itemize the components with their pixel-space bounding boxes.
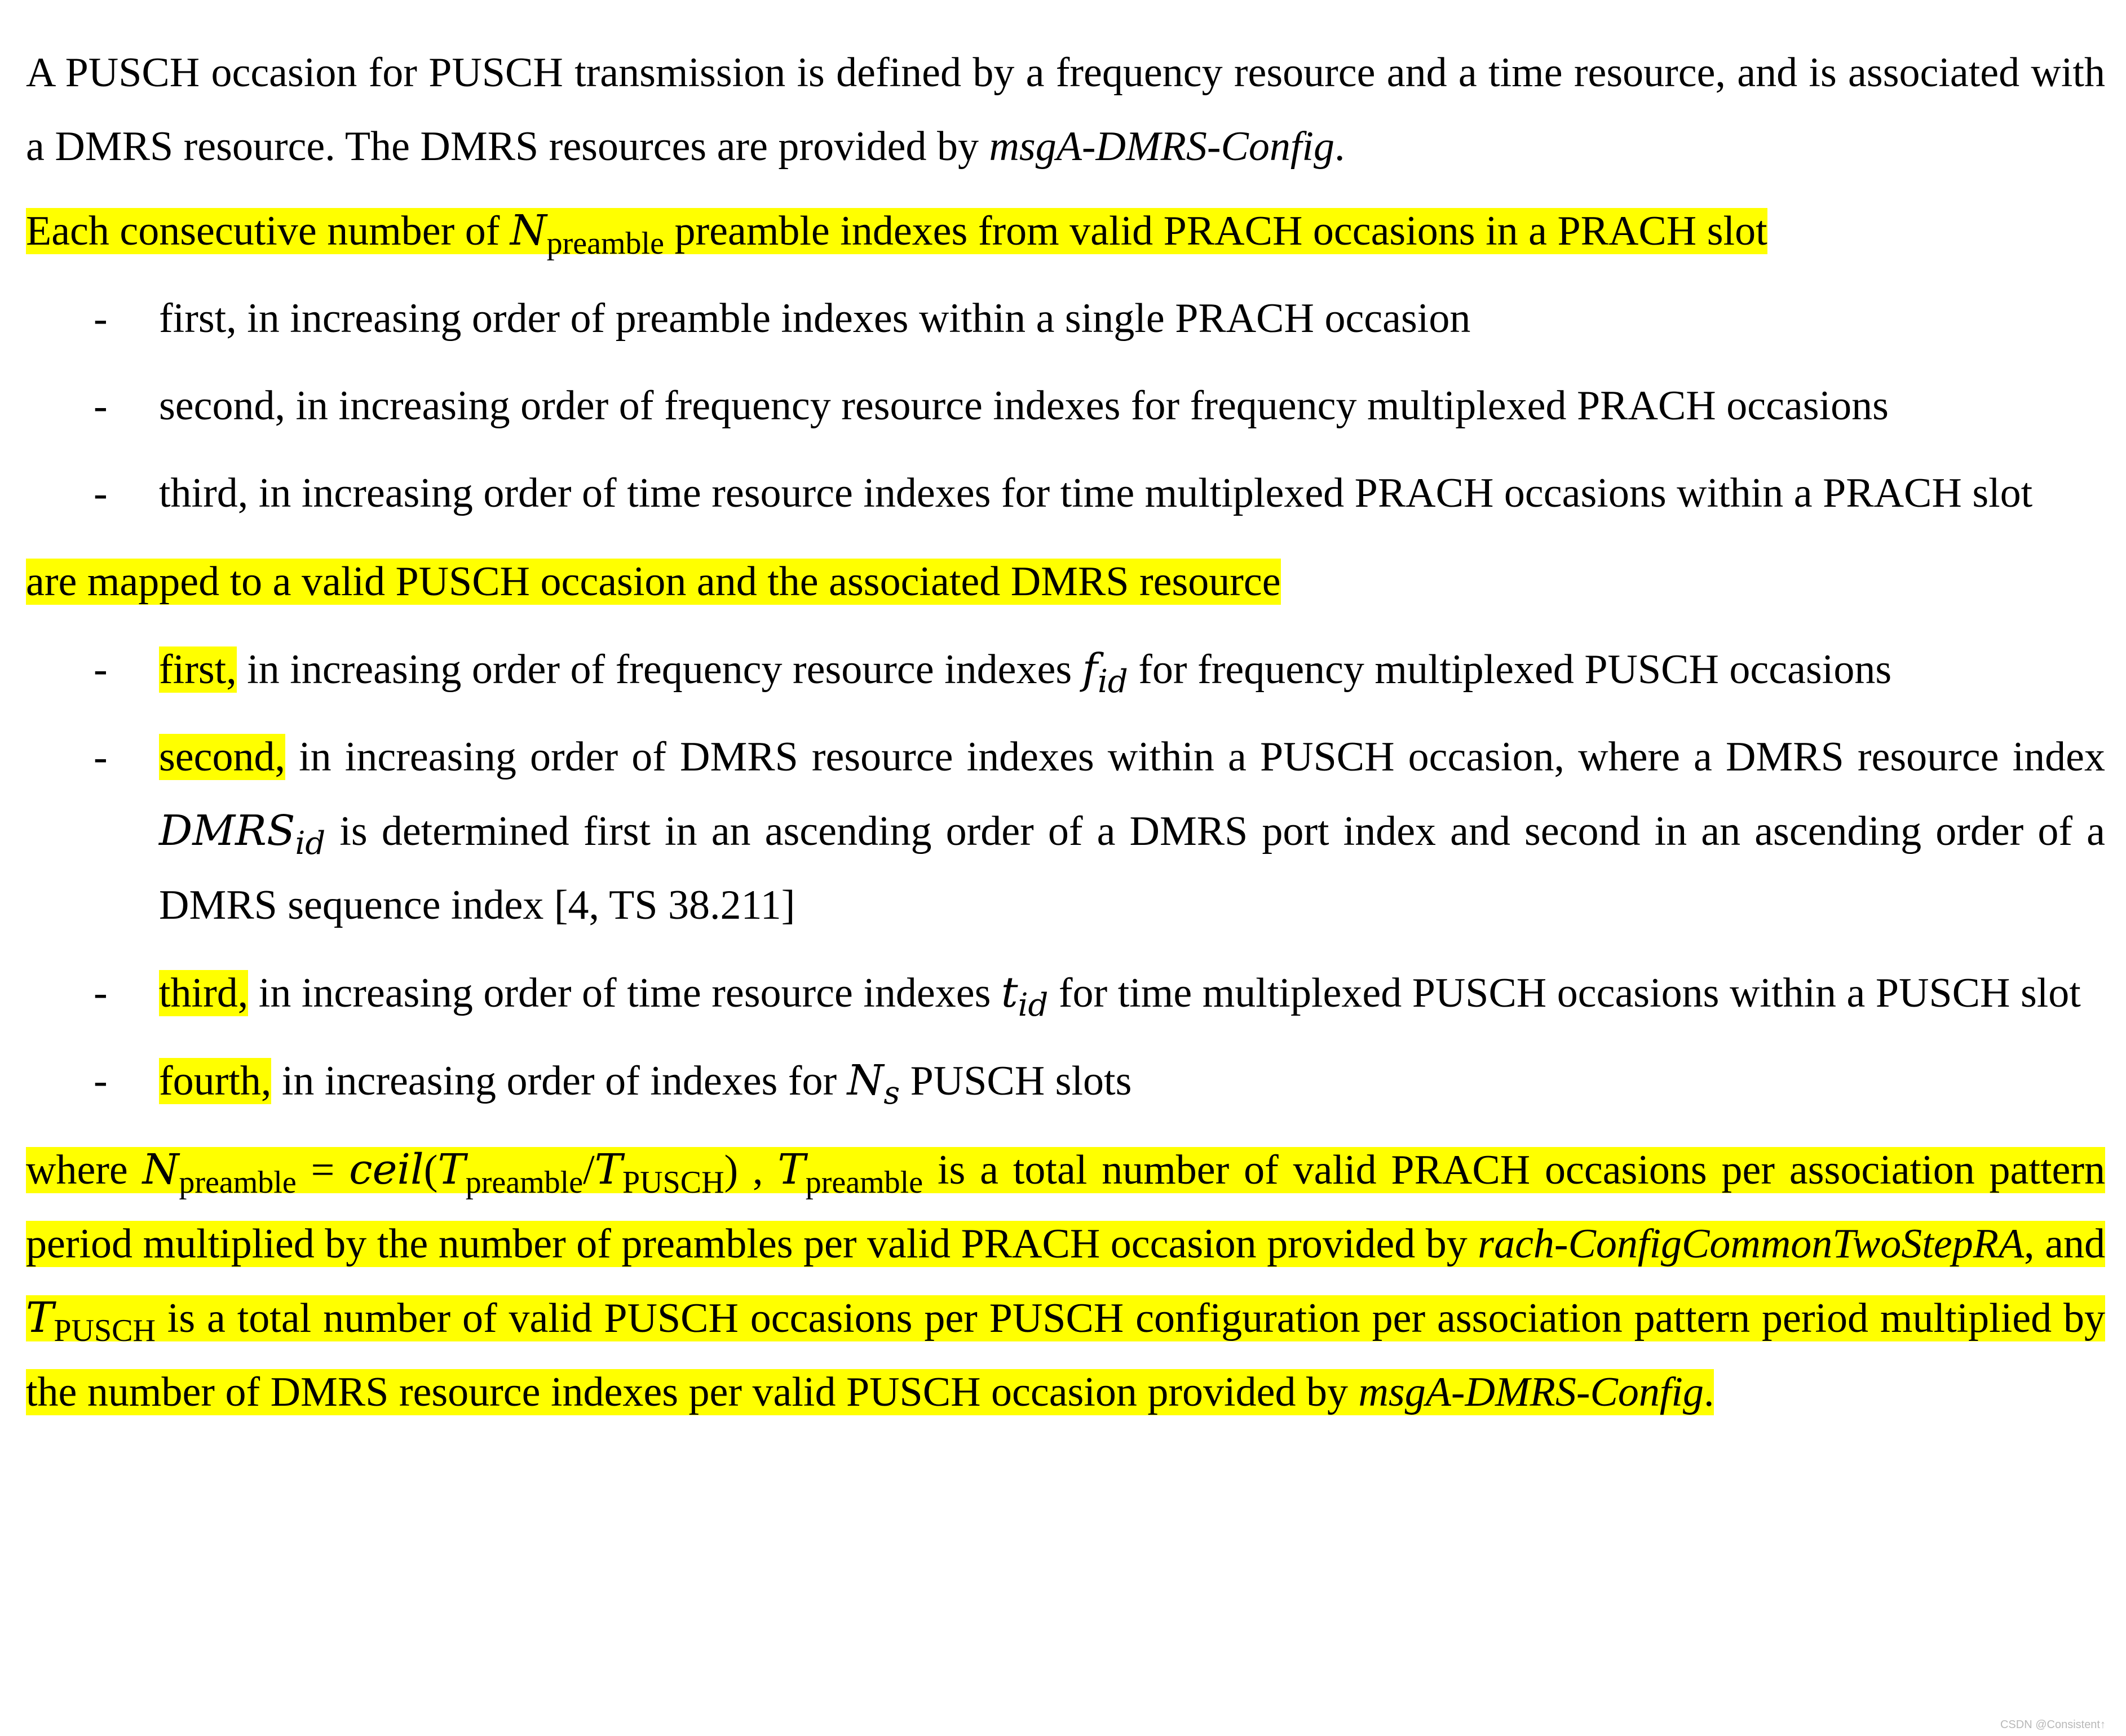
n-preamble-symbol: $N_{preamble}$ [510, 206, 664, 261]
param-msga-dmrs-config-2: msgA-DMRS-Config [1358, 1369, 1704, 1415]
third-text-post: for time multiplexed PUSCH occasions within a PUSCH slot [1048, 970, 2081, 1016]
keyword-third: third, [159, 970, 249, 1016]
mapped-statement [26, 545, 2105, 619]
first-text-pre: in increasing order of frequency resource indexes [236, 646, 1082, 693]
dash-bullet: - [94, 646, 108, 692]
where-text-1: is a total number of valid PRACH occasions per association pattern period multiplied by the number of preambles per valid PRACH occasion provided by [26, 1147, 2105, 1267]
param-msga-dmrs-config: msgA-DMRS-Config [989, 123, 1334, 170]
group-post: preamble indexes from valid PRACH occasions in a PRACH slot [664, 208, 1767, 254]
n-s-symbol: $N_s$ [847, 1056, 900, 1111]
keyword-second: second, [159, 734, 285, 780]
watermark: CSDN @Consistent↑ [2000, 1719, 2106, 1731]
intro-line-2: associated with a DMRS resource. The DMRS resources are provided by [26, 50, 2105, 170]
list-item-third [26, 956, 2105, 1030]
third-text-pre: in increasing order of time resource indexes [248, 970, 1001, 1016]
t-pusch-symbol: $T_{PUSCH}$ [26, 1294, 156, 1348]
fourth-text-post: PUSCH slots [900, 1058, 1132, 1104]
second-text-pre: in increasing order of DMRS resource indexes within a PUSCH occasion, where a DMRS resource index [285, 734, 2105, 780]
dash-bullet: - [94, 969, 108, 1016]
pusch-ordering-list [26, 632, 2105, 1118]
where-text-2: , and [2024, 1221, 2105, 1267]
list-item-first [26, 632, 2105, 707]
list-item [26, 282, 2105, 356]
t-preamble-symbol: $T_{preamble}$ [777, 1145, 923, 1200]
keyword-first: first, [159, 646, 237, 693]
dmrs-id-symbol: $DMRS_{id}$ [159, 807, 326, 862]
group-definition [26, 194, 2105, 268]
first-text-post: for frequency multiplexed PUSCH occasions [1128, 646, 1892, 693]
group-pre: Each consecutive number of [26, 208, 510, 254]
list-item [26, 369, 2105, 443]
document-body [26, 36, 2105, 1429]
dash-bullet: - [94, 383, 108, 429]
dash-bullet: - [94, 470, 108, 516]
fourth-text-pre: in increasing order of indexes for [271, 1058, 847, 1104]
list-item [26, 457, 2105, 530]
group-highlight [26, 206, 1767, 261]
prach-ordering-list [26, 282, 2105, 530]
list-item-text: third, in increasing order of time resource indexes for time multiplexed PRACH occasions within a PRACH slot [159, 470, 2033, 516]
dash-bullet: - [94, 1057, 108, 1104]
dash-bullet: - [94, 734, 108, 780]
n-preamble-formula: $N_{preamble}$ = $ceil(T_{preamble}/T_{PUSCH})$ [142, 1145, 739, 1200]
mapped-highlight: are mapped to a valid PUSCH occasion and the associated DMRS resource [26, 559, 1281, 605]
list-item-fourth [26, 1044, 2105, 1118]
where-comma: , [738, 1147, 778, 1193]
list-item-text: second, in increasing order of frequency resource indexes for frequency multiplexed PRACH occasions [159, 383, 1889, 429]
intro-period: . [1334, 123, 1345, 170]
list-item-text: first, in increasing order of preamble indexes within a single PRACH occasion [159, 295, 1471, 342]
dash-bullet: - [94, 295, 108, 342]
where-paragraph [26, 1133, 2105, 1429]
param-rach-config-common-two-step-ra: rach-ConfigCommonTwoStepRA [1478, 1221, 2025, 1267]
list-item-second [26, 720, 2105, 942]
where-pre: where [26, 1147, 143, 1193]
where-highlight [26, 1147, 2105, 1415]
f-id-symbol: $f_{id}$ [1082, 645, 1128, 700]
t-id-symbol: $t_{id}$ [1001, 968, 1049, 1024]
keyword-fourth: fourth, [159, 1058, 272, 1104]
where-period: . [1703, 1369, 1714, 1415]
second-text-post: is determined first in an ascending order of a DMRS port index and second in an ascending order of a DMRS sequence index [4, TS 38.211] [159, 808, 2105, 928]
intro-paragraph [26, 36, 2105, 184]
intro-line-1: A PUSCH occasion for PUSCH transmission is defined by a frequency resource and a time resource, and is [26, 50, 1837, 96]
where-text-3: is a total number of valid PUSCH occasions per PUSCH configuration per association pattern period multiplied by the number of DMRS resource indexes per valid PUSCH occasion provided by [26, 1295, 2105, 1415]
